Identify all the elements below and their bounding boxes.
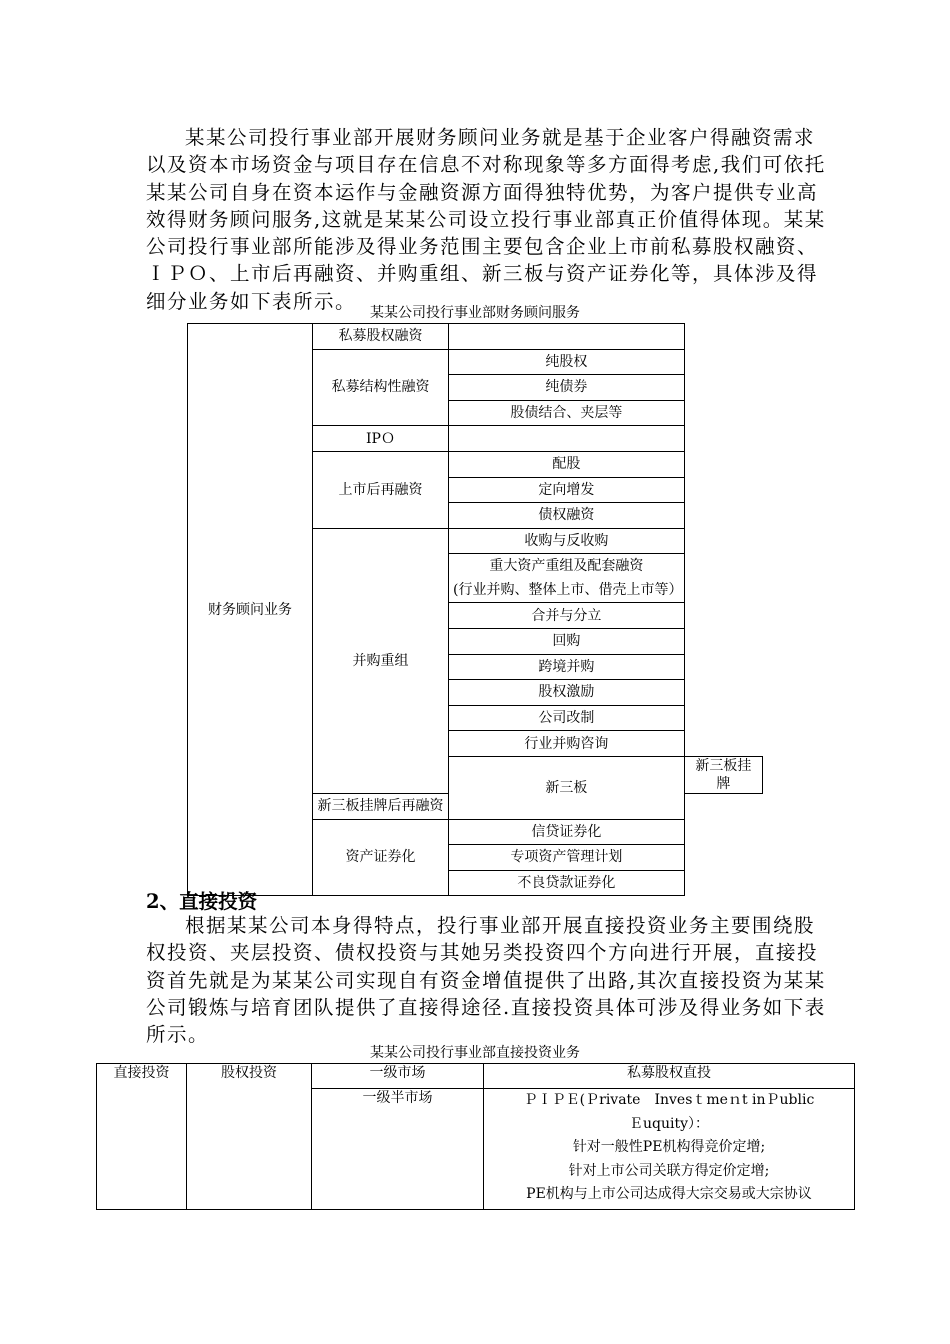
private-equity-cell: 私募股权直投 (484, 1064, 855, 1089)
item-cell: 定向增发 (449, 477, 685, 503)
category-cell: 并购重组 (313, 528, 449, 793)
item-cell (449, 426, 685, 452)
item-cell: 股权激励 (449, 680, 685, 706)
section-heading: 2、直接投资 (146, 890, 258, 913)
item-cell: 新三板挂牌 (684, 756, 762, 793)
item-cell: 专项资产管理计划 (449, 845, 685, 871)
pipe-line: 针对一般性PE机构得竞价定增; (572, 1139, 766, 1155)
item-cell: 行业并购咨询 (449, 731, 685, 757)
item-cell: 不良贷款证券化 (449, 870, 685, 896)
section-paragraph: 根据某某公司本身得特点，投行事业部开展直接投资业务主要围绕股权投资、夹层投资、债权投资与其她另类投资四个方向进行开展，直接投资首先就是为某某公司实现自有资金增值提供了出路,其次直接投资为某某公司锻炼与培育团队提供了直接得途径.直接投资具体可涉及得业务如下表所示。 (146, 914, 826, 1047)
item-cell: 跨境并购 (449, 654, 685, 680)
item-cell (449, 324, 685, 350)
category-cell: 资产证券化 (313, 819, 449, 896)
primary-market-cell: 一级市场 (312, 1064, 484, 1089)
pipe-description-cell (484, 1089, 855, 1210)
item-cell: 纯股权 (449, 349, 685, 375)
category-cell: 上市后再融资 (313, 451, 449, 528)
pipe-line: PE机构与上市公司达成得大宗交易或大宗协议 (526, 1186, 812, 1202)
pipe-line: Ｅuquity）： (628, 1115, 709, 1132)
item-line: 重大资产重组及配套融资 (489, 558, 644, 575)
table2-caption: 某某公司投行事业部直接投资业务 (370, 1045, 580, 1061)
financial-advisory-table (187, 323, 763, 896)
item-cell: 配股 (449, 451, 685, 477)
category-cell: 新三板 (449, 756, 685, 819)
pipe-line: ＰＩＰＥ(Ｐrivate Invesｔmeｎt inＰublic (523, 1092, 815, 1108)
category-cell: 私募结构性融资 (313, 349, 449, 426)
table1-caption: 某某公司投行事业部财务顾问服务 (370, 305, 580, 321)
item-cell-double (449, 554, 685, 603)
equity-investment-cell: 股权投资 (187, 1064, 312, 1210)
category-cell: 私募股权融资 (313, 324, 449, 350)
item-cell: 债权融资 (449, 503, 685, 529)
item-cell: 股债结合、夹层等 (449, 400, 685, 426)
item-cell: 收购与反收购 (449, 528, 685, 554)
item-cell: 回购 (449, 628, 685, 654)
intro-paragraph: 某某公司投行事业部开展财务顾问业务就是基于企业客户得融资需求以及资本市场资金与项目存在信息不对称现象等多方面得考虑,我们可依托某某公司自身在资本运作与金融资源方面得独特优势，为客户提供专业高效得财务顾问服务,这就是某某公司设立投行事业部真正价值得体现。某某公司投行事业部所能涉及得业务范围主要包含企业上市前私募股权融资、ＩＰＯ、上市后再融资、并购重组、新三板与资产证券化等，具体涉及得细分业务如下表所示。 (146, 126, 826, 313)
item-cell: 公司改制 (449, 705, 685, 731)
direct-investment-table (96, 1063, 855, 1210)
pipe-line: 针对上市公司关联方得定价定增; (568, 1162, 770, 1179)
direct-investment-cell: 直接投资 (97, 1064, 187, 1210)
item-cell: 合并与分立 (449, 603, 685, 629)
category-cell: IPＯ (313, 426, 449, 452)
root-category: 财务顾问业务 (188, 324, 313, 896)
secondary-primary-market-cell: 一级半市场 (312, 1089, 484, 1210)
item-cell: 信贷证券化 (449, 819, 685, 845)
item-cell: 新三板挂牌后再融资 (313, 793, 449, 819)
item-cell: 纯债券 (449, 375, 685, 401)
item-line: (行业并购、整体上市、借壳上市等） (453, 582, 683, 599)
